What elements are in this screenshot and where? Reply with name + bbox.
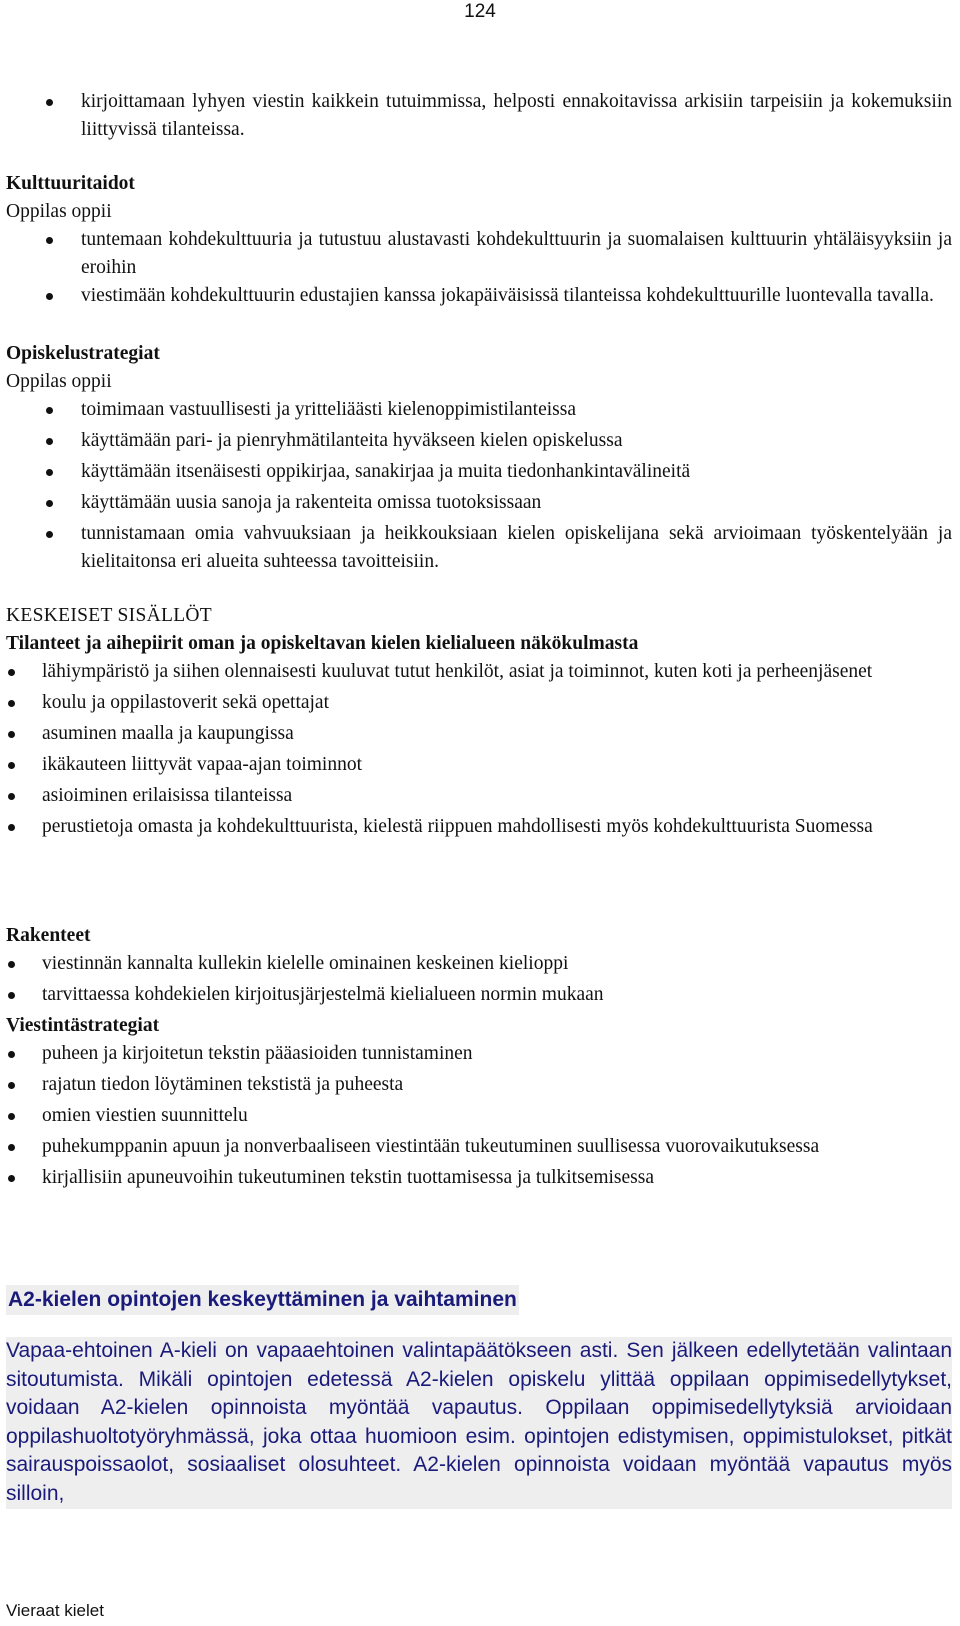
section-heading: Rakenteet: [6, 925, 91, 946]
bullet-icon: [8, 793, 15, 800]
bullet-icon: [46, 531, 53, 538]
section-heading: Opiskelustrategiat: [6, 343, 160, 364]
list-item: koulu ja oppilastoverit sekä opettajat: [6, 689, 952, 717]
bullet-icon: [46, 99, 53, 106]
list-item: tarvittaessa kohdekielen kirjoitusjärjestelmä kielialueen normin mukaan: [6, 981, 952, 1009]
highlight-paragraph: Vapaa-ehtoinen A-kieli on vapaaehtoinen valintapäätökseen asti. Sen jälkeen edellytetään valintaan sitoutumista. Mikäli opintojen edetessä A2-kielen opiskelu ylittää oppilaan oppimisedellytykset, voidaan A2-kielen opinnoista myöntää vapautus. Oppilaan oppimisedellytyksiä arvioidaan oppilashuoltotyöryhmässä, joka ottaa huomioon esim. opintojen edistymisen, oppimistulokset, pitkät sairauspoissaolot, sosiaaliset olosuhteet. A2-kielen opinnoista voidaan myöntää vapautus myös silloin,: [6, 1337, 952, 1509]
list-item: kirjallisiin apuneuvoihin tukeutuminen tekstin tuottamisessa ja tulkitsemisessa: [6, 1164, 952, 1192]
footer-text: Vieraat kielet: [6, 1601, 104, 1620]
section-heading: Kulttuuritaidot: [6, 173, 135, 194]
list-item: tunnistamaan omia vahvuuksiaan ja heikkouksiaan kielen opiskelijana sekä arvioimaan työskentelyään ja kielitaitonsa eri alueita suhteessa tavoitteisiin.: [6, 520, 952, 576]
bullet-icon: [46, 500, 53, 507]
list-item: puheen ja kirjoitetun tekstin pääasioiden tunnistaminen: [6, 1040, 952, 1068]
highlight-title: A2-kielen opintojen keskeyttäminen ja vaihtaminen: [6, 1285, 519, 1315]
section-subheading: Tilanteet ja aihepiirit oman ja opiskeltavan kielen kielialueen näkökulmasta: [6, 633, 639, 654]
list-item: puhekumppanin apuun ja nonverbaaliseen viestintään tukeutuminen suullisessa vuorovaikutuksessa: [6, 1133, 952, 1161]
bullet-icon: [8, 1113, 15, 1120]
section-study-strategies: [6, 340, 952, 576]
bullet-icon: [46, 438, 53, 445]
section-structures: [6, 922, 952, 1009]
section-heading: Viestintästrategiat: [6, 1015, 160, 1036]
list-item: asuminen maalla ja kaupungissa: [6, 720, 952, 748]
list-item: viestimään kohdekulttuurin edustajien kanssa jokapäiväisissä tilanteissa kohdekulttuurille luontevalla tavalla.: [6, 282, 952, 310]
section-core-contents: [6, 602, 952, 841]
bullet-icon: [46, 237, 53, 244]
bullet-icon: [8, 1144, 15, 1151]
bullet-icon: [8, 1082, 15, 1089]
section-writing-skills: [6, 88, 952, 144]
section-communication-strategies: [6, 1012, 952, 1192]
bullet-icon: [8, 1051, 15, 1058]
bullet-icon: [46, 293, 53, 300]
list-item: ikäkauteen liittyvät vapaa-ajan toiminnot: [6, 751, 952, 779]
bullet-icon: [8, 731, 15, 738]
bullet-icon: [46, 407, 53, 414]
list-item: tuntemaan kohdekulttuuria ja tutustuu alustavasti kohdekulttuurin ja suomalaisen kulttuurin yhtäläisyyksiin ja eroihin: [6, 226, 952, 282]
page-number: 124: [464, 1, 496, 22]
list-item: kirjoittamaan lyhyen viestin kaikkein tutuimmissa, helposti ennakoitavissa arkisiin tarpeisiin ja kokemuksiin liittyvissä tilanteissa.: [6, 88, 952, 144]
bullet-icon: [8, 1175, 15, 1182]
list-item: lähiympäristö ja siihen olennaisesti kuuluvat tutut henkilöt, asiat ja toiminnot, kuten koti ja perheenjäsenet: [6, 658, 952, 686]
list-item: viestinnän kannalta kullekin kielelle ominainen keskeinen kielioppi: [6, 950, 952, 978]
bullet-icon: [46, 469, 53, 476]
section-culture-skills: [6, 170, 952, 310]
bullet-icon: [8, 992, 15, 999]
section-intro: Oppilas oppii: [6, 371, 112, 392]
list-item: perustietoja omasta ja kohdekulttuurista, kielestä riippuen mahdollisesti myös kohdekulttuurista Suomessa: [6, 813, 952, 841]
list-item: rajatun tiedon löytäminen tekstistä ja puheesta: [6, 1071, 952, 1099]
list-item: käyttämään pari- ja pienryhmätilanteita hyväkseen kielen opiskelussa: [6, 427, 952, 455]
bullet-icon: [8, 824, 15, 831]
section-intro: Oppilas oppii: [6, 201, 112, 222]
bullet-icon: [8, 700, 15, 707]
list-item: asioiminen erilaisissa tilanteissa: [6, 782, 952, 810]
bullet-icon: [8, 669, 15, 676]
list-item: toimimaan vastuullisesti ja yritteliäästi kielenoppimistilanteissa: [6, 396, 952, 424]
bullet-icon: [8, 762, 15, 769]
list-item: käyttämään itsenäisesti oppikirjaa, sanakirjaa ja muita tiedonhankintavälineitä: [6, 458, 952, 486]
list-item: omien viestien suunnittelu: [6, 1102, 952, 1130]
list-item: käyttämään uusia sanoja ja rakenteita omissa tuotoksissaan: [6, 489, 952, 517]
section-heading-caps: KESKEISET SISÄLLÖT: [6, 605, 212, 626]
bullet-icon: [8, 961, 15, 968]
